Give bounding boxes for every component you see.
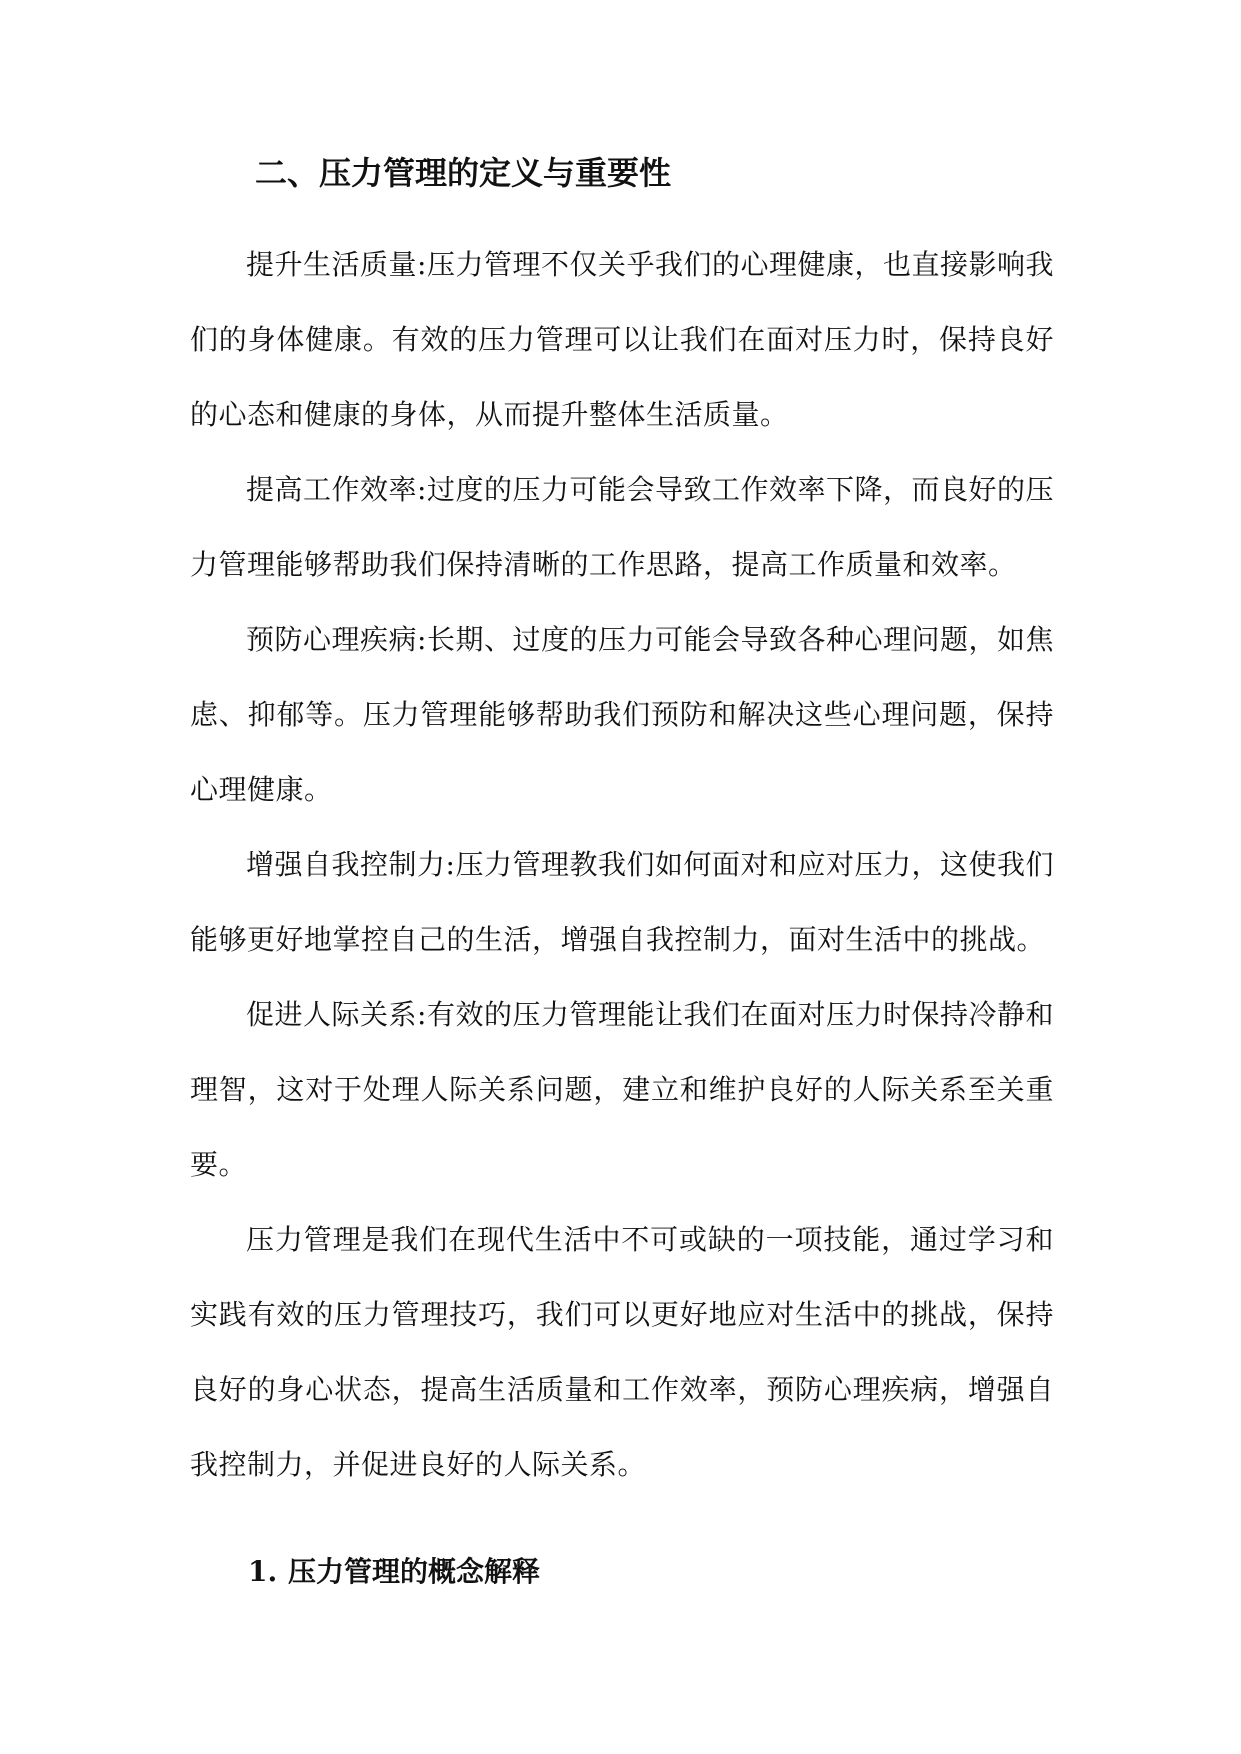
subsection-title: 压力管理的概念解释 xyxy=(288,1555,541,1588)
paragraph-mental-illness xyxy=(190,602,1054,827)
section-body xyxy=(190,227,1054,1502)
paragraph-quality-of-life xyxy=(190,227,1054,452)
paragraph-text: 压力管理是我们在现代生活中不可或缺的一项技能，通过学习和实践有效的压力管理技巧，我们可以更好地应对生活中的挑战，保持良好的身心状态，提高生活质量和工作效率，预防心理疾病，增强自我控制力，并促进良好的人际关系。 xyxy=(190,1223,1054,1481)
paragraph-label: 提升生活质量: xyxy=(246,248,427,281)
paragraph-label: 预防心理疾病: xyxy=(246,623,427,656)
paragraph-label: 增强自我控制力: xyxy=(246,848,456,881)
section-heading: 二、压力管理的定义与重要性 xyxy=(255,154,672,192)
subsection-number: 1. xyxy=(248,1555,278,1588)
subsection-heading xyxy=(248,1547,540,1597)
paragraph-text: 压力管理教我们如何面对和应对压力，这使我们能够更好地掌控自己的生活，增强自我控制力，面对生活中的挑战。 xyxy=(190,848,1054,956)
paragraph-work-efficiency xyxy=(190,452,1054,602)
paragraph-text: 过度的压力可能会导致工作效率下降，而良好的压力管理能够帮助我们保持清晰的工作思路，提高工作质量和效率。 xyxy=(190,473,1054,581)
paragraph-text: 压力管理不仅关乎我们的心理健康，也直接影响我们的身体健康。有效的压力管理可以让我们在面对压力时，保持良好的心态和健康的身体，从而提升整体生活质量。 xyxy=(190,248,1054,431)
paragraph-summary xyxy=(190,1202,1054,1502)
paragraph-text: 长期、过度的压力可能会导致各种心理问题，如焦虑、抑郁等。压力管理能够帮助我们预防和解决这些心理问题，保持心理健康。 xyxy=(190,623,1054,806)
paragraph-label: 提高工作效率: xyxy=(246,473,427,506)
paragraph-label: 促进人际关系: xyxy=(246,998,427,1031)
paragraph-relationships xyxy=(190,977,1054,1202)
paragraph-self-control xyxy=(190,827,1054,977)
paragraph-text: 有效的压力管理能让我们在面对压力时保持冷静和理智，这对于处理人际关系问题，建立和维护良好的人际关系至关重要。 xyxy=(190,998,1054,1181)
